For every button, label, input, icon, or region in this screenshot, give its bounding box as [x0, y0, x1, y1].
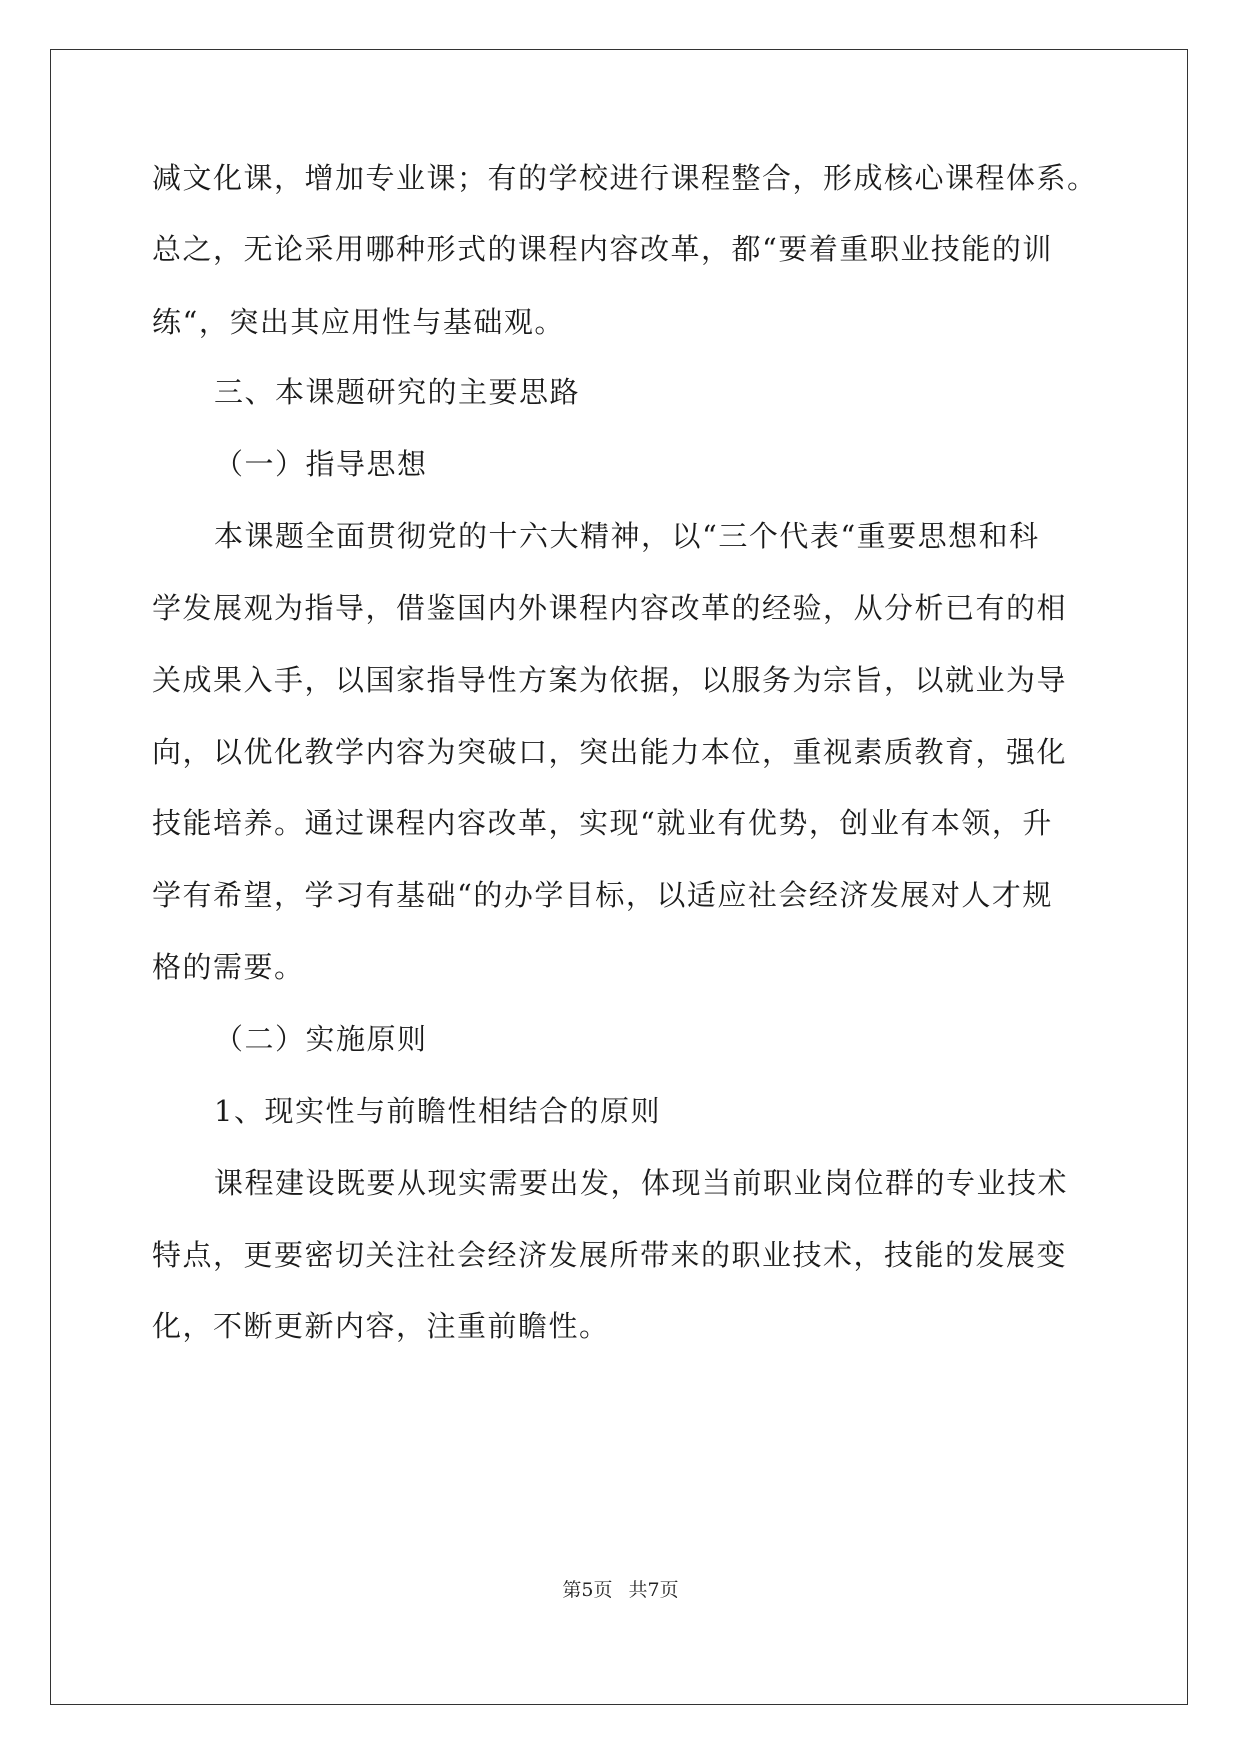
text-line-15: 课程建设既要从现实需要出发，体现当前职业岗位群的专业技术: [214, 1166, 1069, 1200]
text-line-3: 练“，突出其应用性与基础观。: [152, 305, 565, 339]
text-line-9: 向，以优化教学内容为突破口，突出能力本位，重视素质教育，强化: [152, 735, 1068, 769]
page-number-total: 共7页: [628, 1579, 679, 1601]
text-line-12: 格的需要。: [152, 950, 305, 984]
text-line-8: 关成果入手，以国家指导性方案为依据，以服务为宗旨，以就业为导: [152, 663, 1068, 697]
text-line-7: 学发展观为指导，借鉴国内外课程内容改革的经验，从分析已有的相: [152, 591, 1068, 625]
text-line-6: 本课题全面贯彻党的十六大精神，以“三个代表“重要思想和科: [214, 519, 1040, 553]
text-line-2: 总之，无论采用哪种形式的课程内容改革，都“要着重职业技能的训: [152, 232, 1053, 266]
page-footer: [0, 1578, 1241, 1602]
subsection-heading-guiding-thought: （一）指导思想: [214, 447, 428, 481]
text-line-1: 减文化课，增加专业课；有的学校进行课程整合，形成核心课程体系。: [152, 161, 1098, 195]
section-heading-three: 三、本课题研究的主要思路: [214, 375, 581, 409]
text-line-17: 化，不断更新内容，注重前瞻性。: [152, 1309, 610, 1343]
text-line-16: 特点，更要密切关注社会经济发展所带来的职业技术，技能的发展变: [152, 1238, 1068, 1272]
text-line-11: 学有希望，学习有基础“的办学目标，以适应社会经济发展对人才规: [152, 878, 1053, 912]
page-number-current: 第5页: [562, 1579, 613, 1601]
subsection-heading-principles: （二）实施原则: [214, 1022, 428, 1056]
text-line-10: 技能培养。通过课程内容改革，实现“就业有优势，创业有本领，升: [152, 806, 1053, 840]
principle-heading-1: 1、现实性与前瞻性相结合的原则: [214, 1094, 661, 1128]
